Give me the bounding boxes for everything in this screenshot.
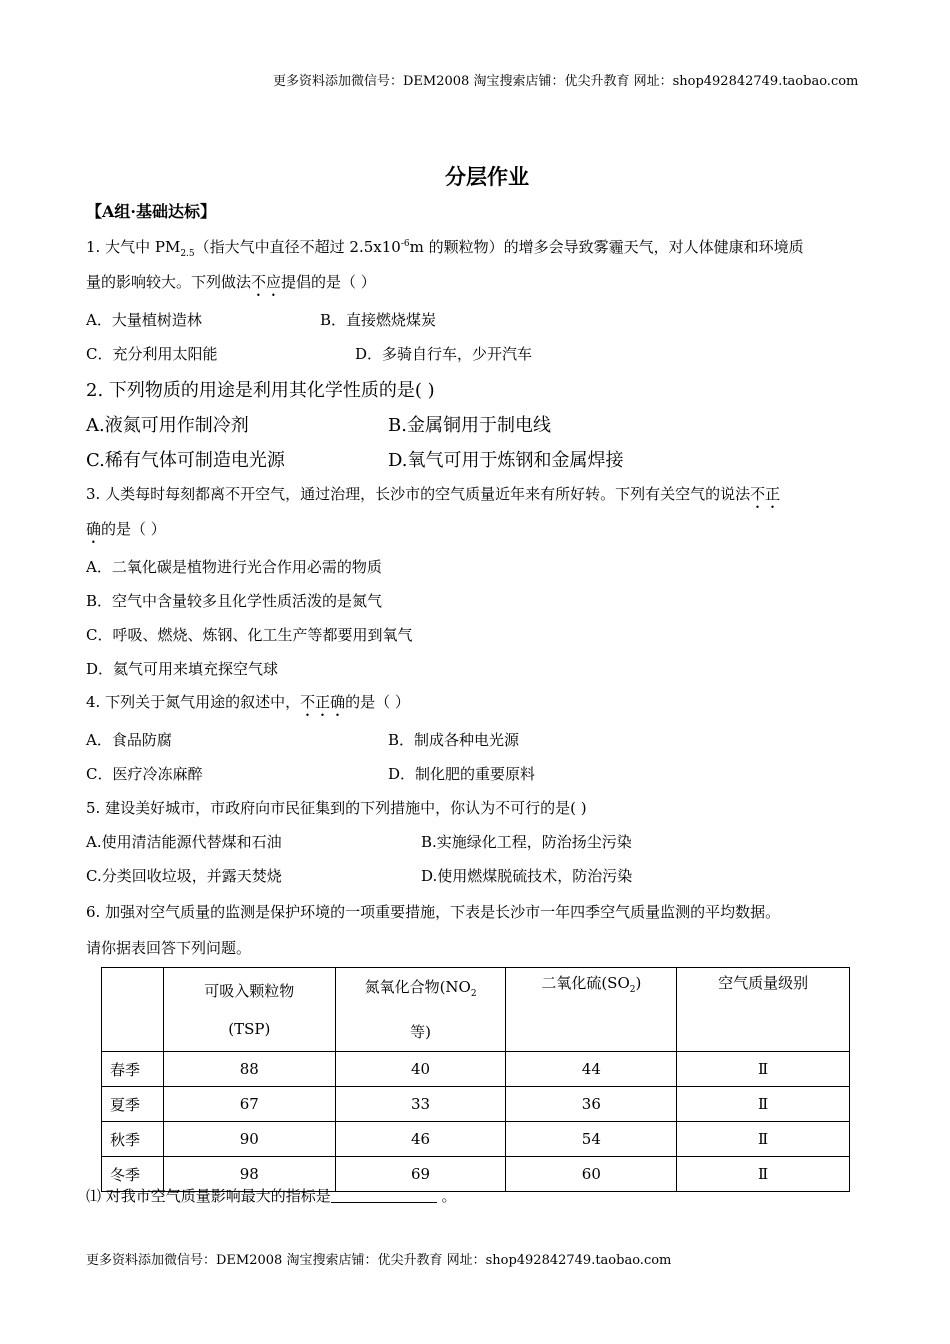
q3-option-b: B．空气中含量较多且化学性质活泼的是氮气 — [86, 592, 383, 610]
level-cell: Ⅱ — [677, 1157, 850, 1192]
air-quality-table — [101, 967, 850, 1192]
section-heading: 【A组·基础达标】 — [86, 202, 216, 221]
table-header-row — [102, 968, 850, 1052]
tsp-cell: 67 — [163, 1087, 335, 1122]
q4-option-a: A．食品防腐 — [86, 731, 172, 749]
so2-cell: 60 — [506, 1157, 677, 1192]
level-cell: Ⅱ — [677, 1087, 850, 1122]
question-6-line-1: 6. 加强对空气质量的监测是保护环境的一项重要措施，下表是长沙市一年四季空气质量监测的平均数据。 — [86, 903, 781, 921]
tsp-cell: 98 — [163, 1157, 335, 1192]
no2-cell: 33 — [335, 1087, 506, 1122]
season-cell: 春季 — [102, 1052, 164, 1087]
q3-option-d: D．氦气可用来填充探空气球 — [86, 660, 279, 678]
no2-cell: 46 — [335, 1122, 506, 1157]
q1-option-b: B．直接燃烧煤炭 — [320, 311, 437, 329]
level-cell: Ⅱ — [677, 1052, 850, 1087]
q4-option-c: C．医疗冷冻麻醉 — [86, 765, 203, 783]
season-cell: 夏季 — [102, 1087, 164, 1122]
so2-cell: 54 — [506, 1122, 677, 1157]
header-tsp: 可吸入颗粒物 (TSP) — [163, 968, 335, 1052]
season-cell: 冬季 — [102, 1157, 164, 1192]
q3-option-c: C．呼吸、燃烧、炼钢、化工生产等都要用到氧气 — [86, 626, 413, 644]
question-3-line-2: 确的是（ ） — [86, 520, 166, 538]
tsp-cell: 88 — [163, 1052, 335, 1087]
page-title: 分层作业 — [445, 164, 529, 189]
q1-option-d: D．多骑自行车，少开汽车 — [355, 345, 533, 363]
table-row — [102, 1087, 850, 1122]
q5-option-c: C.分类回收垃圾，并露天焚烧 — [86, 867, 282, 885]
page-footer: 更多资料添加微信号：DEM2008 淘宝搜索店铺：优尖升教育 网址：shop492842749.taobao.com — [86, 1253, 672, 1268]
question-1-line-2: 量的影响较大。下列做法不应提倡的是（ ） — [86, 273, 376, 291]
header-level: 空气质量级别 — [677, 968, 850, 1052]
q2-option-a: A.液氮可用作制冷剂 — [86, 415, 249, 436]
so2-cell: 44 — [506, 1052, 677, 1087]
table-corner-cell — [102, 968, 164, 1052]
table-row — [102, 1052, 850, 1087]
q5-option-a: A.使用清洁能源代替煤和石油 — [86, 833, 282, 851]
no2-cell: 40 — [335, 1052, 506, 1087]
question-2-stem: 2. 下列物质的用途是利用其化学性质的是( ) — [86, 380, 435, 401]
question-6-sub-1: ⑴ 对我市空气质量影响最大的指标是 。 — [86, 1187, 457, 1205]
header-no2: 氮氧化合物($NO_2$ 等) — [335, 968, 506, 1052]
q5-option-b: B.实施绿化工程，防治扬尘污染 — [421, 833, 632, 851]
tsp-cell: 90 — [163, 1122, 335, 1157]
question-5-stem: 5. 建设美好城市，市政府向市民征集到的下列措施中，你认为不可行的是( ) — [86, 799, 587, 817]
question-1-line-1: 1. 大气中 $PM_{2.5}$（指大气中直径不超过 $2.5x10^{-6}m$ 的颗粒物）的增多会导致雾霾天气，对人体健康和环境质 — [86, 238, 804, 259]
no2-cell: 69 — [335, 1157, 506, 1192]
page-header: 更多资料添加微信号：DEM2008 淘宝搜索店铺：优尖升教育 网址：shop492842749.taobao.com — [273, 74, 859, 89]
q2-option-b: B.金属铜用于制电线 — [388, 415, 551, 436]
table-row — [102, 1122, 850, 1157]
question-3-line-1: 3. 人类每时每刻都离不开空气，通过治理，长沙市的空气质量近年来有所好转。下列有关空气的说法不正 — [86, 485, 781, 503]
answer-blank[interactable] — [331, 1186, 437, 1203]
question-6-line-2: 请你据表回答下列问题。 — [86, 939, 252, 957]
question-4-stem: 4. 下列关于氮气用途的叙述中，不正确的是（ ） — [86, 693, 410, 711]
q5-option-d: D.使用燃煤脱硫技术，防治污染 — [421, 867, 633, 885]
q4-option-b: B．制成各种电光源 — [388, 731, 520, 749]
q2-option-d: D.氧气可用于炼钢和金属焊接 — [388, 450, 624, 471]
so2-cell: 36 — [506, 1087, 677, 1122]
q4-option-d: D．制化肥的重要原料 — [388, 765, 536, 783]
q1-option-c: C．充分利用太阳能 — [86, 345, 218, 363]
season-cell: 秋季 — [102, 1122, 164, 1157]
q2-option-c: C.稀有气体可制造电光源 — [86, 450, 285, 471]
q3-option-a: A．二氧化碳是植物进行光合作用必需的物质 — [86, 558, 382, 576]
level-cell: Ⅱ — [677, 1122, 850, 1157]
header-so2: 二氧化硫$(SO_2)$ — [506, 968, 677, 1052]
q1-option-a: A．大量植树造林 — [86, 311, 202, 329]
